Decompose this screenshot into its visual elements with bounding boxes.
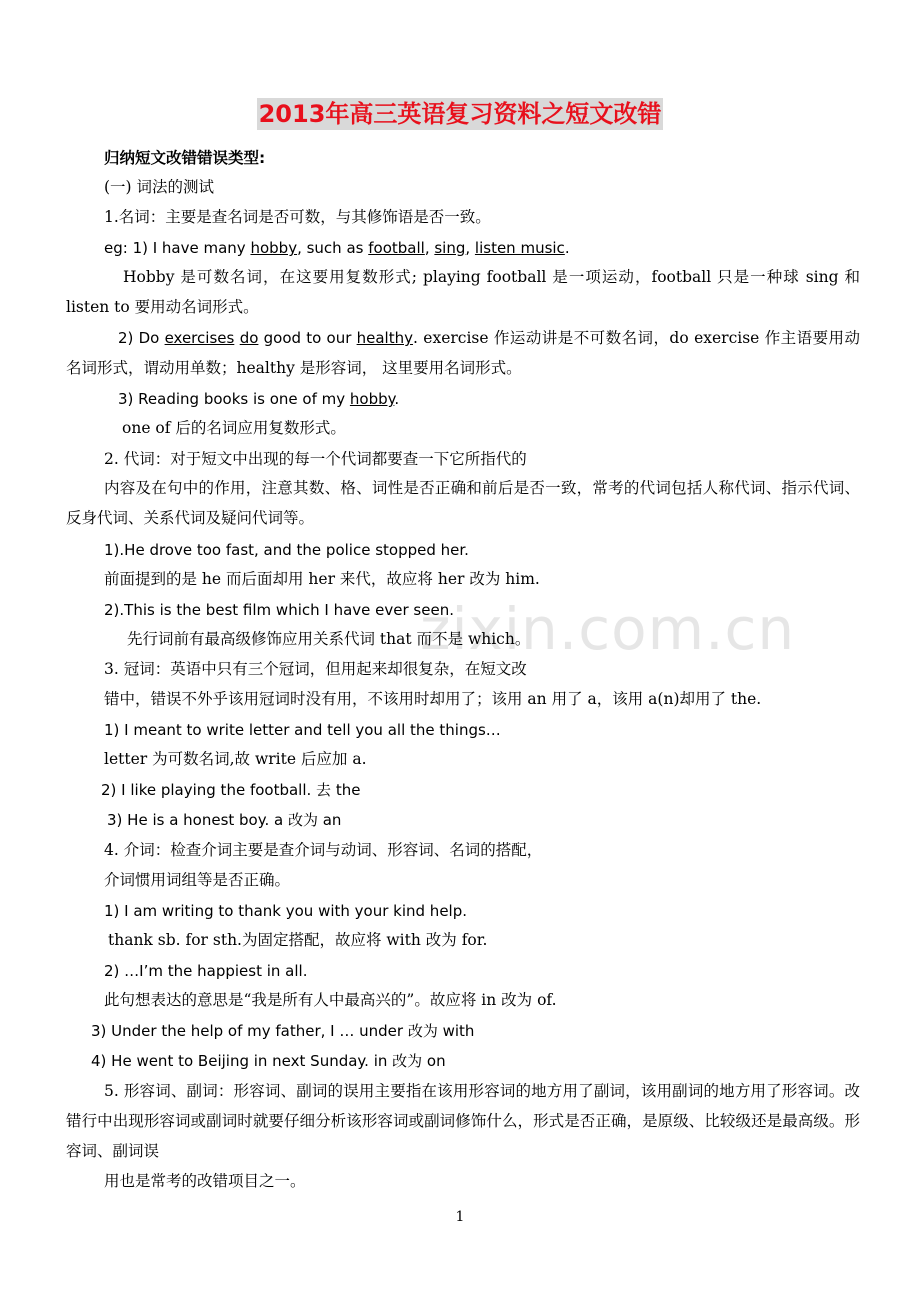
- article-example-3: 3) He is a honest boy. a 改为 an: [107, 811, 342, 829]
- adjective-tail: 用也是常考的改错项目之一。: [104, 1172, 306, 1190]
- underlined-word: do: [239, 329, 259, 347]
- noun-example-3: [118, 389, 399, 409]
- section-heading: 归纳短文改错错误类型:: [104, 149, 266, 167]
- preposition-note-1: thank sb. for sth.为固定搭配，故应将 with 改为 for.: [108, 931, 488, 949]
- text-run: .: [394, 390, 400, 408]
- article-heading: 3. 冠词：英语中只有三个冠词，但用起来却很复杂，在短文改: [104, 660, 527, 678]
- underlined-word: exercises: [164, 329, 235, 347]
- text-run: ,: [424, 239, 435, 257]
- text-run: eg: 1) I have many: [104, 239, 251, 257]
- text-run: . exercise 作运动讲是不可数名词，do exercise 作主语要用动名词形式，谓动用单数；healthy 是形容词， 这里要用名词形式。: [66, 329, 860, 377]
- pronoun-note-1: 前面提到的是 he 而后面却用 her 来代，故应将 her 改为 him.: [104, 570, 540, 588]
- noun-note-3: one of 后的名词应用复数形式。: [122, 419, 346, 437]
- text-run: ,: [465, 239, 475, 257]
- underlined-word: football: [368, 239, 425, 257]
- underlined-word: hobby: [250, 239, 298, 257]
- noun-note-1: Hobby 是可数名词，在这要用复数形式; playing football 是一项运动，football 只是一种球 sing 和 listen to 要用动名词形式。: [66, 268, 860, 316]
- noun-example-2: [66, 323, 860, 383]
- watermark: zixin.com.cn: [420, 595, 796, 663]
- article-example-2: 2) I like playing the football. 去 the: [101, 781, 361, 799]
- document-title: 2013年高三英语复习资料之短文改错: [258, 100, 662, 128]
- pronoun-example-2: 2).This is the best film which I have ever seen.: [104, 601, 454, 619]
- text-run: good to our: [258, 329, 357, 347]
- preposition-example-3: 3) Under the help of my father, I … under 改为 with: [91, 1022, 475, 1040]
- text-run: 3) Reading books is one of my: [118, 390, 350, 408]
- pronoun-description: 内容及在句中的作用，注意其数、格、词性是否正确和前后是否一致，常考的代词包括人称代词、指示代词、反身代词、关系代词及疑问代词等。: [66, 479, 860, 527]
- article-note-1: letter 为可数名词,故 write 后应加 a.: [104, 750, 367, 768]
- preposition-example-2: 2) …I’m the happiest in all.: [104, 962, 308, 980]
- underlined-word: sing: [434, 239, 466, 257]
- page-number: 1: [455, 1209, 465, 1225]
- section-1-title: (一) 词法的测试: [104, 178, 215, 196]
- pronoun-heading: 2. 代词：对于短文中出现的每一个代词都要查一下它所指代的: [104, 450, 527, 468]
- document-title-wrap: [0, 94, 920, 129]
- text-run: , such as: [297, 239, 369, 257]
- underlined-word: healthy: [356, 329, 413, 347]
- article-description: 错中，错误不外乎该用冠词时没有用，不该用时却用了；该用 an 用了 a，该用 a(n)却用了 the.: [104, 690, 762, 708]
- pronoun-example-1: 1).He drove too fast, and the police stopped her.: [104, 541, 469, 559]
- preposition-heading: 4. 介词：检查介词主要是查介词与动词、形容词、名词的搭配，: [104, 841, 543, 859]
- preposition-example-1: 1) I am writing to thank you with your kind help.: [104, 902, 468, 920]
- text-run: .: [564, 239, 570, 257]
- noun-heading: 1.名词：主要是查名词是否可数，与其修饰语是否一致。: [104, 208, 491, 226]
- adjective-heading: 5. 形容词、副词：形容词、副词的误用主要指在该用形容词的地方用了副词，该用副词的地方用了形容词。改错行中出现形容词或副词时就要仔细分析该形容词或副词修饰什么，形式是否正确，是原级、比较级还是最高级。形容词、副词误: [66, 1082, 860, 1160]
- preposition-description: 介词惯用词组等是否正确。: [104, 871, 291, 889]
- underlined-word: listen music: [474, 239, 565, 257]
- noun-example-1: [104, 238, 570, 258]
- underlined-word: hobby: [349, 390, 395, 408]
- preposition-note-2: 此句想表达的意思是“我是所有人中最高兴的”。故应将 in 改为 of.: [104, 991, 557, 1009]
- pronoun-note-2: 先行词前有最高级修饰应用关系代词 that 而不是 which。: [127, 630, 531, 648]
- article-example-1: 1) I meant to write letter and tell you all the things…: [104, 721, 501, 739]
- preposition-example-4: 4) He went to Beijing in next Sunday. in 改为 on: [91, 1052, 446, 1070]
- text-run: 2) Do: [118, 329, 165, 347]
